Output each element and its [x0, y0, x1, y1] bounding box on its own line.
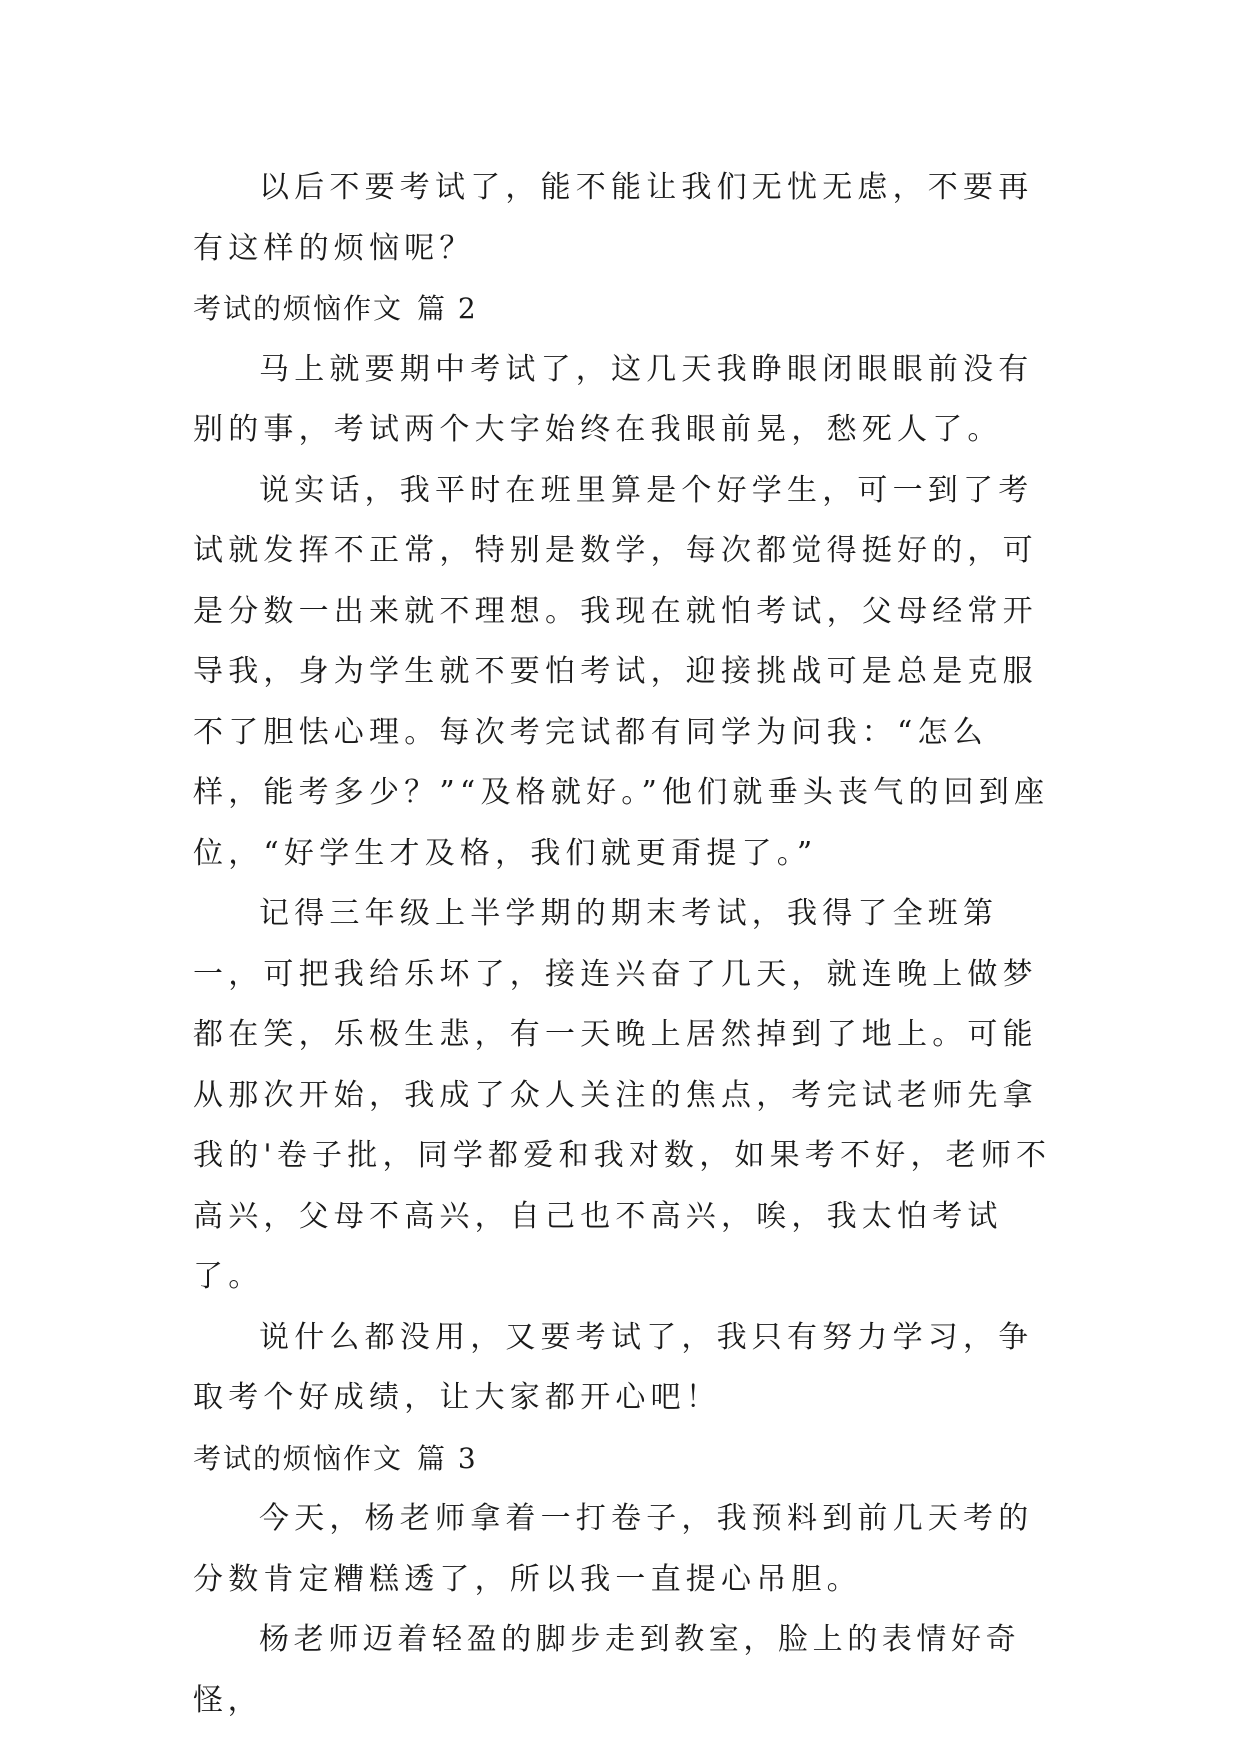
heading-title: 考试的烦恼作文 — [193, 292, 404, 325]
paragraph: 说实话，我平时在班里算是个好学生，可一到了考试就发挥不正常，特别是数学，每次都觉得挺好的，可是分数一出来就不理想。我现在就怕考试，父母经常开导我，身为学生就不要怕考试，迎接挑战可是总是克服不了胆怯心理。每次考完试都有同学为问我：“怎么样，能考多少？”“及格就好。”他们就垂头丧气的回到座位，“好学生才及格，我们就更甭提了。” — [193, 472, 1050, 871]
document-page — [193, 158, 1053, 1731]
heading-number: 篇 3 — [417, 1441, 478, 1475]
section-heading — [193, 1429, 1053, 1490]
paragraph: 说什么都没用，又要考试了，我只有努力学习，争取考个好成绩，让大家都开心吧！ — [193, 1319, 1034, 1415]
paragraph: 马上就要期中考试了，这几天我睁眼闭眼眼前没有别的事，考试两个大字始终在我眼前晃，愁死人了。 — [193, 351, 1034, 447]
heading-title: 考试的烦恼作文 — [193, 1441, 404, 1475]
section-heading — [193, 279, 1053, 340]
paragraph: 杨老师迈着轻盈的脚步走到教室，脸上的表情好奇怪， — [193, 1622, 1021, 1718]
paragraph: 记得三年级上半学期的期末考试，我得了全班第一，可把我给乐坏了，接连兴奋了几天，就连晚上做梦都在笑，乐极生悲，有一天晚上居然掉到了地上。可能从那次开始，我成了众人关注的焦点，考完试老师先拿我的'卷子批，同学都爱和我对数，如果考不好，老师不高兴，父母不高兴，自己也不高兴，唉，我太怕考试了。 — [193, 896, 1052, 1294]
heading-number: 篇 2 — [417, 292, 478, 325]
paragraph: 今天，杨老师拿着一打卷子，我预料到前几天考的分数肯定糟糕透了，所以我一直提心吊胆。 — [193, 1501, 1034, 1597]
paragraph: 以后不要考试了，能不能让我们无忧无虑，不要再有这样的烦恼呢？ — [193, 170, 1034, 266]
